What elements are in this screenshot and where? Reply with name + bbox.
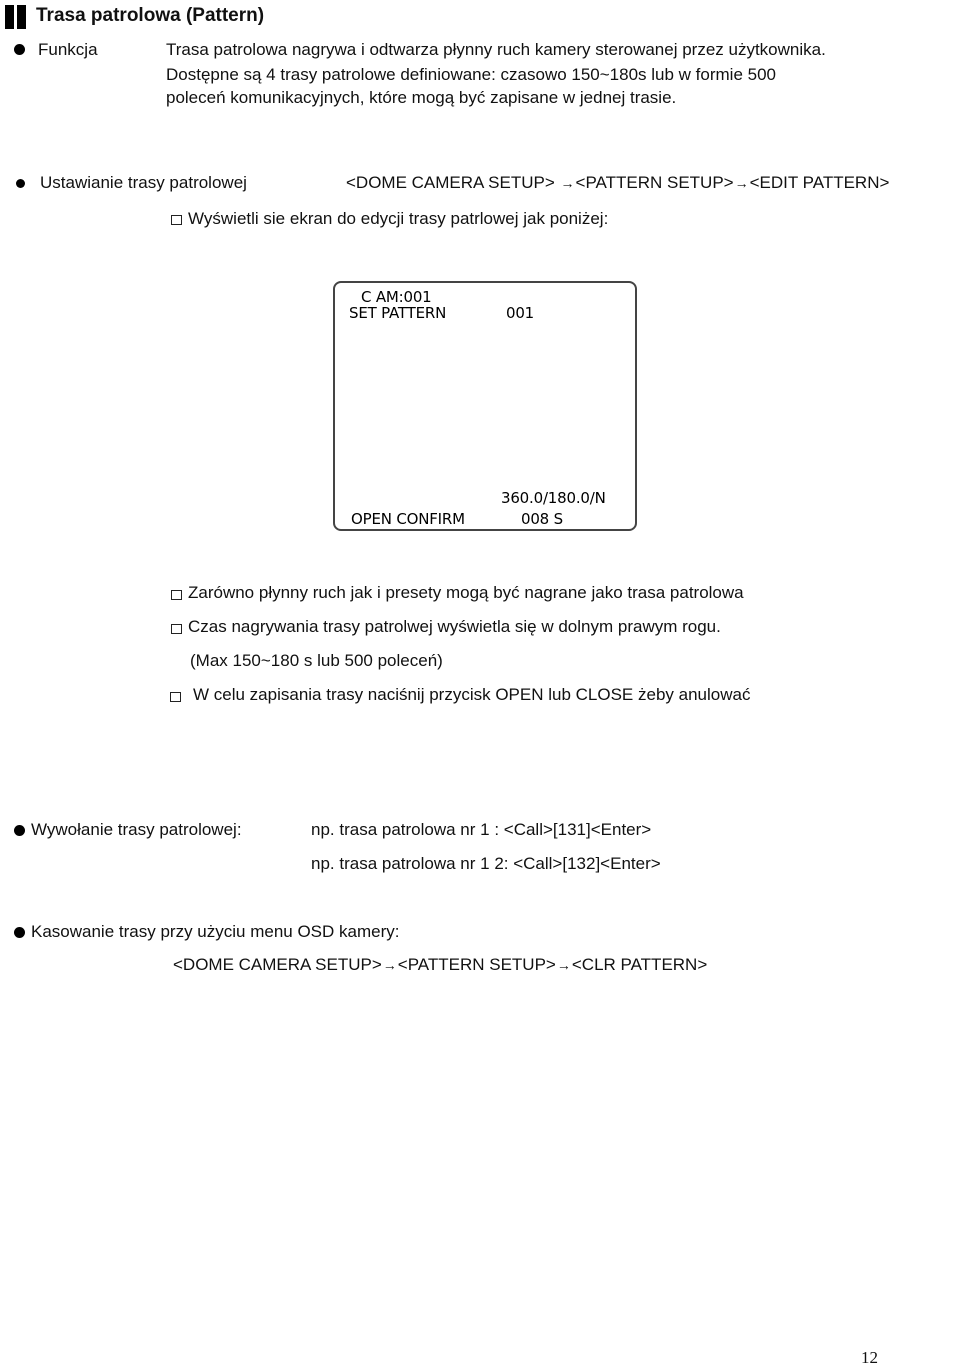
call-example: np. trasa patrolowa nr 1 : <Call>[131]<Enter> bbox=[311, 820, 652, 839]
setup-path bbox=[346, 173, 889, 193]
bullet-icon bbox=[14, 44, 25, 55]
function-line: poleceń komunikacyjnych, które mogą być zapisane w jednej trasie. bbox=[166, 88, 677, 107]
arrow-right-icon: → bbox=[734, 175, 749, 191]
function-label: Funkcja bbox=[38, 40, 98, 59]
checkbox-square-icon bbox=[171, 215, 182, 225]
page-title: Trasa patrolowa (Pattern) bbox=[36, 5, 265, 26]
setup-label: Ustawianie trasy patrolowej bbox=[40, 173, 247, 192]
osd-pattern-number: 001 bbox=[506, 304, 535, 322]
checkbox-square-icon bbox=[171, 590, 182, 600]
setup-path-step: <PATTERN SETUP> bbox=[575, 173, 734, 192]
setup-path-step: <EDIT PATTERN> bbox=[749, 173, 890, 192]
function-line: Trasa patrolowa nagrywa i odtwarza płynny ruch kamery sterowanej przez użytkownika. bbox=[166, 40, 826, 59]
note-line: W celu zapisania trasy naciśnij przycisk OPEN lub CLOSE żeby anulować bbox=[193, 685, 751, 704]
checkbox-square-icon bbox=[170, 692, 181, 702]
osd-screen bbox=[333, 281, 637, 531]
delete-path-step: <CLR PATTERN> bbox=[571, 955, 708, 974]
checkbox-square-icon bbox=[171, 624, 182, 634]
osd-position: 360.0/180.0/N bbox=[501, 489, 606, 507]
arrow-right-icon: → bbox=[560, 175, 575, 191]
delete-path bbox=[173, 955, 707, 975]
page-number: 12 bbox=[861, 1348, 878, 1367]
delete-path-step: <DOME CAMERA SETUP> bbox=[173, 955, 382, 974]
function-line: Dostępne są 4 trasy patrolowe definiowane: czasowo 150~180s lub w formie 500 bbox=[166, 65, 776, 84]
setup-path-step: <DOME CAMERA SETUP> bbox=[346, 173, 555, 192]
call-example: np. trasa patrolowa nr 1 2: <Call>[132]<Enter> bbox=[311, 854, 661, 873]
arrow-right-icon: → bbox=[556, 957, 571, 973]
bullet-icon bbox=[14, 927, 25, 938]
delete-path-step: <PATTERN SETUP> bbox=[397, 955, 556, 974]
note-line: Czas nagrywania trasy patrolwej wyświetla się w dolnym prawym rogu. bbox=[188, 617, 721, 636]
header-bars-icon bbox=[5, 5, 29, 29]
osd-cam: C AM:001 bbox=[361, 288, 432, 306]
arrow-right-icon: → bbox=[382, 957, 397, 973]
bullet-icon bbox=[16, 179, 25, 188]
bullet-icon bbox=[14, 825, 25, 836]
osd-time: 008 S bbox=[521, 510, 563, 528]
call-label: Wywołanie trasy patrolowej: bbox=[31, 820, 242, 839]
delete-label: Kasowanie trasy przy użyciu menu OSD kamery: bbox=[31, 922, 400, 941]
osd-set-pattern: SET PATTERN bbox=[349, 304, 447, 322]
note-line: (Max 150~180 s lub 500 poleceń) bbox=[190, 651, 443, 670]
note-line: Zarówno płynny ruch jak i presety mogą być nagrane jako trasa patrolowa bbox=[188, 583, 744, 602]
setup-note: Wyświetli sie ekran do edycji trasy patrlowej jak poniżej: bbox=[188, 209, 609, 228]
osd-open-confirm: OPEN CONFIRM bbox=[351, 510, 465, 528]
